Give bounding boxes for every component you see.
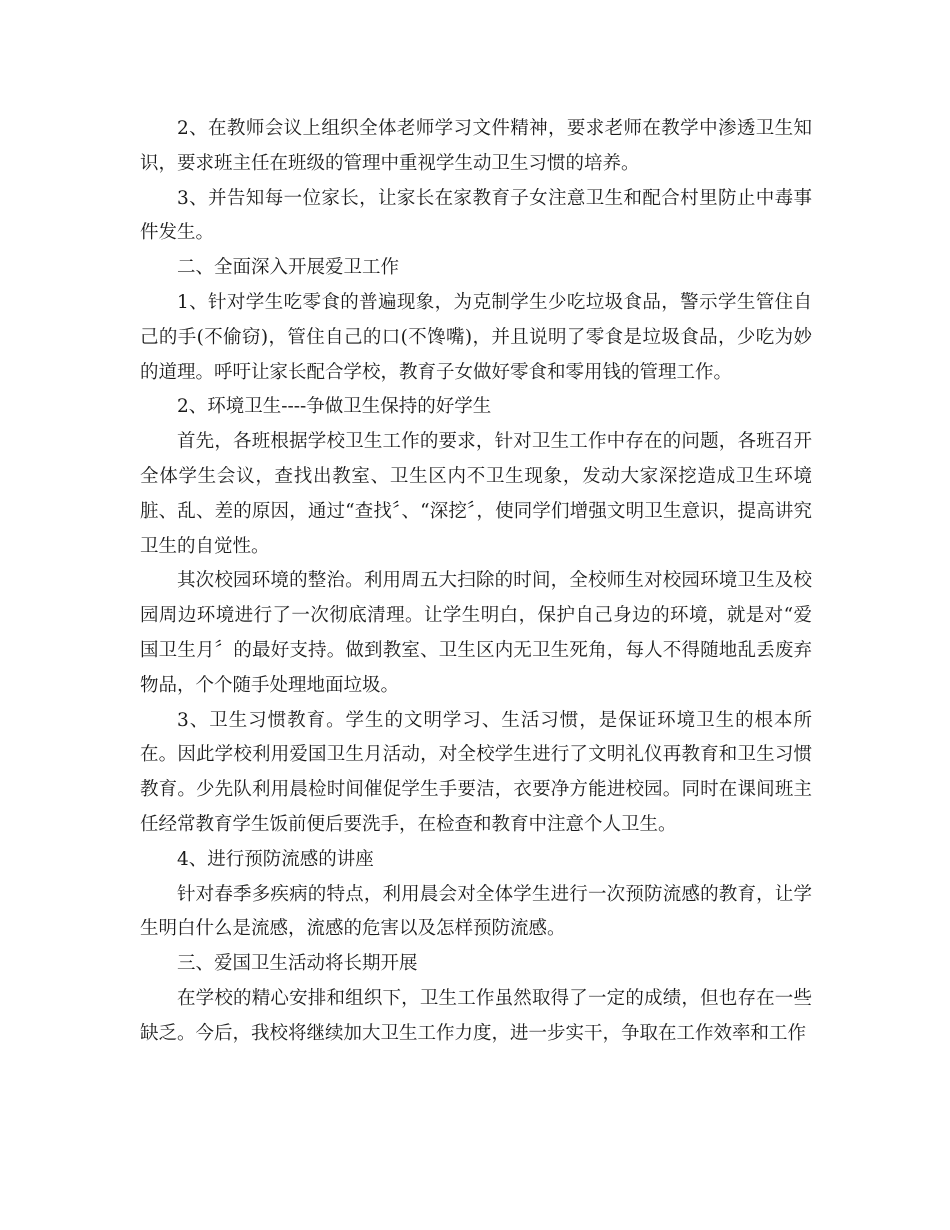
paragraph-snacks: 1、针对学生吃零食的普遍现象，为克制学生少吃垃圾食品，警示学生管住自己的手(不偷窃)，管住自己的口(不馋嘴)，并且说明了零食是垃圾食品，少吃为妙的道理。呼吁让家长配合学校，教育子女做好零食和零用钱的管理工作。 (140, 291, 812, 383)
paragraph-habits: 3、卫生习惯教育。学生的文明学习、生活习惯，是保证环境卫生的根本所在。因此学校利用爱国卫生月活动，对全校学生进行了文明礼仪再教育和卫生习惯教育。少先队利用晨检时间催促学生手要洁，衣要净方能进校园。同时在课间班主任经常教育学生饭前便后要洗手，在检查和教育中注意个人卫生。 (140, 709, 812, 835)
paragraph-second: 其次校园环境的整治。利用周五大扫除的时间，全校师生对校园环境卫生及校园周边环境进行了一次彻底清理。让学生明白，保护自己身边的环境，就是对“爱国卫生月〞的最好支持。做到教室、卫生区内无卫生死角，每人不得随地乱丢废弃物品，个个随手处理地面垃圾。 (140, 570, 812, 696)
paragraph-first: 首先，各班根据学校卫生工作的要求，针对卫生工作中存在的问题，各班召开全体学生会议，查找出教室、卫生区内不卫生现象，发动大家深挖造成卫生环境脏、乱、差的原因，通过“查找〞、“深挖〞，使同学们增强文明卫生意识，提高讲究卫生的自觉性。 (140, 431, 812, 557)
document-body (140, 112, 812, 1052)
subheading-environment: 2、环境卫生----争做卫生保持的好学生 (177, 396, 492, 418)
paragraph-flu: 针对春季多疾病的特点，利用晨会对全体学生进行一次预防流感的教育，让学生明白什么是流感，流感的危害以及怎样预防流感。 (140, 883, 812, 940)
paragraph-conclusion: 在学校的精心安排和组织下，卫生工作虽然取得了一定的成绩，但也存在一些缺乏。今后，我校将继续加大卫生工作力度，进一步实干，争取在工作效率和工作 (140, 987, 812, 1044)
paragraph-notify-parents: 3、并告知每一位家长，让家长在家教育子女注意卫生和配合村里防止中毒事件发生。 (140, 187, 812, 244)
section-heading-2: 二、全面深入开展爱卫工作 (177, 257, 400, 279)
section-heading-3: 三、爱国卫生活动将长期开展 (177, 953, 418, 975)
subheading-flu-lecture: 4、进行预防流感的讲座 (177, 848, 374, 870)
paragraph-teacher-meeting: 2、在教师会议上组织全体老师学习文件精神，要求老师在教学中渗透卫生知识，要求班主任在班级的管理中重视学生动卫生习惯的培养。 (140, 118, 812, 174)
